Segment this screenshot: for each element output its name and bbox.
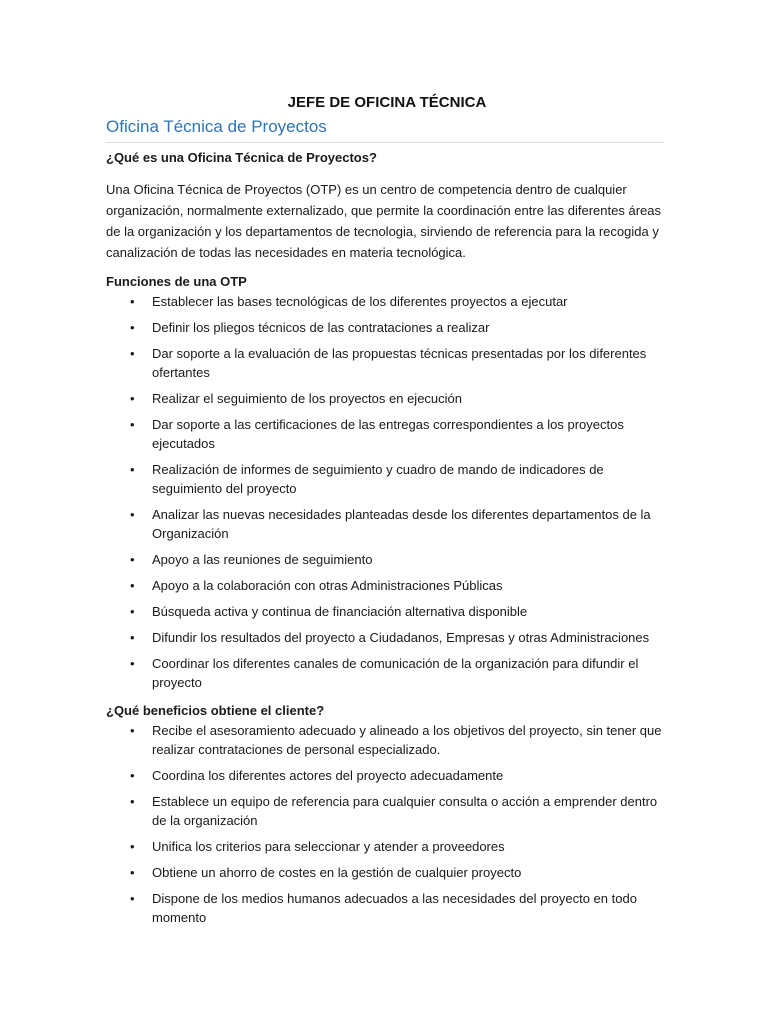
bullet-icon: •	[130, 839, 135, 854]
list-item-text: Búsqueda activa y continua de financiación alternativa disponible	[152, 604, 528, 619]
bullet-icon: •	[130, 656, 135, 671]
bullet-icon: •	[130, 794, 135, 809]
list-item	[106, 505, 666, 543]
list-item	[106, 318, 666, 337]
question-what-is-otp: ¿Qué es una Oficina Técnica de Proyectos?	[106, 150, 377, 165]
list-item-text: Unifica los criterios para seleccionar y atender a proveedores	[152, 839, 505, 854]
bullet-icon: •	[130, 294, 135, 309]
list-item-text: Realización de informes de seguimiento y cuadro de mando de indicadores de seguimiento del proyecto	[152, 462, 604, 496]
bullet-icon: •	[130, 768, 135, 783]
list-item	[106, 792, 666, 830]
list-item-text: Coordina los diferentes actores del proyecto adecuadamente	[152, 768, 504, 783]
list-item	[106, 889, 666, 927]
bullet-icon: •	[130, 552, 135, 567]
list-item-text: Apoyo a las reuniones de seguimiento	[152, 552, 373, 567]
list-item-text: Realizar el seguimiento de los proyectos en ejecución	[152, 391, 463, 406]
list-item	[106, 344, 666, 382]
list-item-text: Dar soporte a la evaluación de las propuestas técnicas presentadas por los diferentes ofertantes	[152, 346, 647, 380]
list-item-text: Recibe el asesoramiento adecuado y alineado a los objetivos del proyecto, sin tener que realizar contrataciones de personal especializado.	[152, 723, 662, 757]
bullet-icon: •	[130, 320, 135, 335]
list-item	[106, 628, 666, 647]
question-benefits: ¿Qué beneficios obtiene el cliente?	[106, 703, 325, 718]
list-item	[106, 654, 666, 692]
list-item	[106, 576, 666, 595]
bullet-icon: •	[130, 891, 135, 906]
list-item-text: Dar soporte a las certificaciones de las entregas correspondientes a los proyectos ejecutados	[152, 417, 624, 451]
intro-paragraph: Una Oficina Técnica de Proyectos (OTP) es un centro de competencia dentro de cualquier organización, normalmente externalizado, que permite la coordinación entre las diferentes áreas de la organización y los departamentos de tecnologia, sirviendo de referencia para la recogida y canalización de todas las necesidades en materia tecnológica.	[106, 182, 661, 260]
document-title: JEFE DE OFICINA TÉCNICA	[287, 94, 487, 111]
list-item	[106, 460, 666, 498]
bullet-icon: •	[130, 604, 135, 619]
list-item-text: Obtiene un ahorro de costes en la gestión de cualquier proyecto	[152, 865, 522, 880]
bullet-icon: •	[130, 417, 135, 432]
list-item	[106, 389, 666, 408]
bullet-icon: •	[130, 865, 135, 880]
list-item	[106, 766, 666, 785]
list-item-text: Coordinar los diferentes canales de comunicación de la organización para difundir el proyecto	[152, 656, 639, 690]
list-item	[106, 863, 666, 882]
section-heading: Oficina Técnica de Proyectos	[106, 115, 664, 143]
list-item-text: Establece un equipo de referencia para cualquier consulta o acción a emprender dentro de la organización	[152, 794, 658, 828]
list-item-text: Analizar las nuevas necesidades planteadas desde los diferentes departamentos de la Organización	[152, 507, 651, 541]
bullet-icon: •	[130, 346, 135, 361]
bullet-icon: •	[130, 391, 135, 406]
bullet-icon: •	[130, 462, 135, 477]
list-item	[106, 415, 666, 453]
list-item	[106, 721, 666, 759]
list-item-text: Apoyo a la colaboración con otras Administraciones Públicas	[152, 578, 503, 593]
list-item	[106, 602, 666, 621]
bullet-icon: •	[130, 723, 135, 738]
funciones-list	[106, 292, 668, 692]
list-item-text: Establecer las bases tecnológicas de los diferentes proyectos a ejecutar	[152, 294, 568, 309]
list-item-text: Difundir los resultados del proyecto a Ciudadanos, Empresas y otras Administraciones	[152, 630, 650, 645]
list-item-text: Dispone de los medios humanos adecuados a las necesidades del proyecto en todo momento	[152, 891, 637, 925]
list-item-text: Definir los pliegos técnicos de las contrataciones a realizar	[152, 320, 490, 335]
bullet-icon: •	[130, 630, 135, 645]
funciones-heading: Funciones de una OTP	[106, 274, 247, 289]
list-item	[106, 837, 666, 856]
list-item	[106, 292, 666, 311]
bullet-icon: •	[130, 578, 135, 593]
bullet-icon: •	[130, 507, 135, 522]
list-item	[106, 550, 666, 569]
beneficios-list	[106, 721, 668, 927]
